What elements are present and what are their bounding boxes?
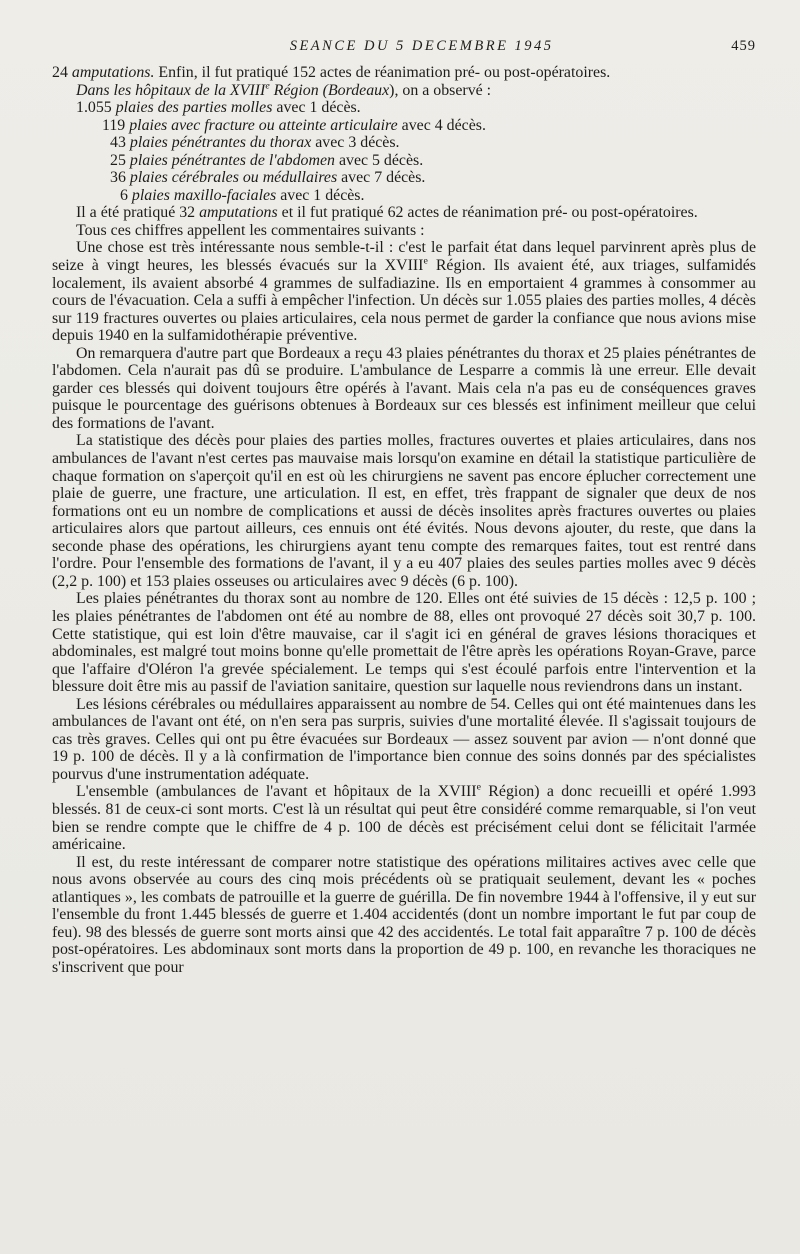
paragraph: La statistique des décès pour plaies des parties molles, fractures ouvertes et plaies articulaires, dans nos ambulances de l'avant n'est certes pas mauvaise mais lorsqu'on examine en détail la statistique particulière de chaque formation on s'aperçoit qu'il en est où les chirurgiens ne savent pas encore éplucher correctement une plaie de guerre, une fracture, une articulation. Il est, en effet, très frappant de signaler que deux de nos formations ont eu un nombre de complications et aussi de décès insolites après fractures ouvertes ou plaies articulaires alors que partout ailleurs, ces ennuis ont été évités. Nous devons ajouter, du reste, que dans la seconde phase des opérations, les chirurgiens ayant tenu compte des remarques faites, tout est rentré dans l'ordre. Pour l'ensemble des formations de l'avant, il y a eu 407 plaies des seules parties molles avec 9 décès (2,2 p. 100) et 153 plaies osseuses ou articulaires avec 9 décès (6 p. 100). xyxy=(52,432,756,590)
running-title: SEANCE DU 5 DECEMBRE 1945 xyxy=(289,38,554,54)
paragraph: Il est, du reste intéressant de comparer notre statistique des opérations militaires actives avec celle que nous avons observée au cours des cinq mois précédents où se pratiquait seulement, devant les « poches atlantiques », les combats de patrouille et la guerre de guérilla. De fin novembre 1944 à l'offensive, il y eut sur l'ensemble du front 1.445 blessés de guerre et 1.404 accidentés (dont un nombre important le fut par coup de feu). 98 des blessés de guerre sont morts ainsi que 42 des accidentés. Le total fait apparaître 7 p. 100 de décès post-opératoires. Les abdominaux sont morts dans la proportion de 49 p. 100, en revanche les thoraciques ne s'inscrivent que pour xyxy=(52,853,756,976)
paragraph: Dans les hôpitaux de la XVIIIe Région (Bordeaux), on a observé : xyxy=(76,80,492,99)
paragraph: Les plaies pénétrantes du thorax sont au nombre de 120. Elles ont été suivies de 15 décès : 12,5 p. 100 ; les plaies pénétrantes de l'abdomen ont été au nombre de 88, elles ont provoqué 27 décès soit 30,7 p. 100. Cette statistique, qui est loin d'être mauvaise, car il s'agit ici en général de graves lésions thoraciques et abdominales, est malgré tout moins bonne qu'elle promettait de l'être après les opérations Royan-Grave, parce que l'affaire d'Oléron l'a grevée spécialement. Le temps qui s'est écoulé parfois entre l'intervention et la blessure doit être mis au passif de l'aviation sanitaire, question sur laquelle nous reviendrons dans un instant. xyxy=(52,590,756,696)
page-number: 459 xyxy=(731,38,756,54)
list-item: 119 plaies avec fracture ou atteinte articulaire avec 4 décès. xyxy=(102,116,486,134)
paragraph: L'ensemble (ambulances de l'avant et hôpitaux de la XVIIIe Région) a donc recueilli et opéré 1.993 blessés. 81 de ceux-ci sont morts. C'est là un résultat qui peut être considéré comme remarquable, si l'on veut bien se rendre compte que le chiffre de 4 p. 100 de décès est précisément celui dont se félicitait l'armée américaine. xyxy=(52,782,756,854)
paragraph: Une chose est très intéressante nous semble-t-il : c'est le parfait état dans lequel parvinrent après plus de seize à vingt heures, les blessés évacués sur la XVIIIe Région. Ils avaient été, aux triages, sulfamidés localement, ils avaient absorbé 4 grammes de sulfadiazine. Ils en emportaient 4 grammes à consommer au cours de l'évacuation. Cela a suffi à empêcher l'infection. Un décès sur 1.055 plaies des parties molles, 4 décès sur 119 fractures ouvertes ou plaies articulaires, cela nous permet de garder la confiance que nous avions mise depuis 1940 en la sulfamidothérapie préventive. xyxy=(52,239,756,345)
document-body xyxy=(52,64,756,976)
paragraph: Tous ces chiffres appellent les commentaires suivants : xyxy=(76,221,425,239)
list-item: 1.055 plaies des parties molles avec 1 décès. xyxy=(76,99,361,117)
paragraph: 24 amputations. Enfin, il fut pratiqué 152 actes de réanimation pré- ou post-opératoires. xyxy=(52,64,611,81)
list-item: 43 plaies pénétrantes du thorax avec 3 décès. xyxy=(110,134,400,152)
list-item: 25 plaies pénétrantes de l'abdomen avec 5 décès. xyxy=(110,151,424,169)
list-item: 6 plaies maxillo-faciales avec 1 décès. xyxy=(120,186,365,204)
paragraph: On remarquera d'autre part que Bordeaux a reçu 43 plaies pénétrantes du thorax et 25 plaies pénétrantes de l'abdomen. Cela n'aurait pas dû se produire. L'ambulance de Lesparre a commis là une erreur. Elle devait garder ces blessés qui doivent toujours être opérés à l'avant. Mais cela n'a pas eu de conséquences graves puisque le pourcentage des guérisons obtenues à Bordeaux sur ces blessés est infiniment meilleur que celui des formations de l'avant. xyxy=(52,344,756,432)
list-item: 36 plaies cérébrales ou médullaires avec 7 décès. xyxy=(110,169,426,187)
paragraph: Les lésions cérébrales ou médullaires apparaissent au nombre de 54. Celles qui ont été maintenues dans les ambulances de l'avant ont été, on n'en sera pas surpris, suivies d'une mortalité élevée. Il s'agissait toujours de cas très graves. Celles qui ont pu être évacuées sur Bordeaux — assez souvent par avion — n'ont donné que 19 p. 100 de décès. Il y a là confirmation de l'importance bien connue des soins donnés par des spécialistes pourvus d'une instrumentation adéquate. xyxy=(52,695,756,783)
paragraph: Il a été pratiqué 32 amputations et il fut pratiqué 62 actes de réanimation pré- ou post-opératoires. xyxy=(76,204,698,222)
page-header xyxy=(52,38,756,64)
